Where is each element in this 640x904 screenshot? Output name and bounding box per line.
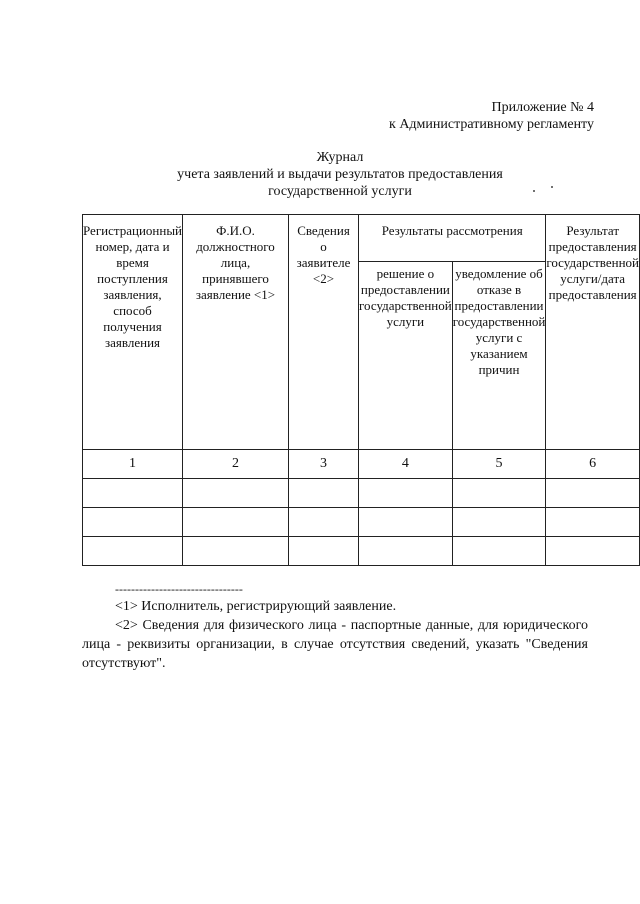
table-cell [288, 508, 358, 537]
table-cell [183, 508, 289, 537]
journal-table [82, 214, 640, 566]
column-number: 2 [183, 450, 289, 479]
table-cell [546, 508, 640, 537]
table-number-row [83, 450, 640, 479]
header-cell-applicant: Сведения о заявителе <2> [288, 215, 358, 450]
table-cell [83, 537, 183, 566]
table-row [83, 537, 640, 566]
footnote-separator: -------------------------------- [115, 582, 243, 596]
table-header-row [83, 215, 640, 262]
header-cell-registration: Регистрационный номер, дата и время поступления заявления, способ получения заявления [83, 215, 183, 450]
table-cell [359, 537, 453, 566]
table-cell [452, 479, 546, 508]
appendix-reference: к Административному регламенту [389, 117, 594, 132]
table-cell [183, 537, 289, 566]
table-cell [288, 537, 358, 566]
header-cell-refusal: уведомление об отказе в предоставлении государственной услуги с указанием причин [452, 262, 546, 450]
column-number: 3 [288, 450, 358, 479]
footnote-1: <1> Исполнитель, регистрирующий заявление. [115, 599, 397, 614]
document-title [140, 149, 540, 200]
title-line-2: учета заявлений и выдачи результатов предоставления [177, 167, 503, 182]
table-row [83, 508, 640, 537]
title-line-1: Журнал [316, 150, 364, 165]
header-cell-result: Результат предоставления государственной услуги/дата предоставления [546, 215, 640, 450]
table-cell [83, 479, 183, 508]
appendix-number: Приложение № 4 [491, 100, 594, 115]
table-cell [452, 508, 546, 537]
header-cell-official: Ф.И.О. должностного лица, принявшего заявление <1> [183, 215, 289, 450]
table-row [83, 479, 640, 508]
scan-speck [551, 186, 553, 188]
table-cell [359, 479, 453, 508]
footnote-2: <2> Сведения для физического лица - паспортные данные, для юридического лица - реквизиты организации, в случае отсутствия сведений, указать "Сведения отсутствуют". [82, 618, 588, 671]
column-number: 4 [359, 450, 453, 479]
table-cell [452, 537, 546, 566]
column-number: 5 [452, 450, 546, 479]
column-number: 1 [83, 450, 183, 479]
table-cell [183, 479, 289, 508]
header-cell-results-group: Результаты рассмотрения [359, 215, 546, 262]
table-cell [359, 508, 453, 537]
table-cell [288, 479, 358, 508]
table-cell [546, 537, 640, 566]
title-line-3: государственной услуги [268, 184, 412, 199]
header-cell-decision: решение о предоставлении государственной услуги [359, 262, 453, 450]
column-number: 6 [546, 450, 640, 479]
table-cell [546, 479, 640, 508]
table-cell [83, 508, 183, 537]
scan-speck [533, 190, 535, 192]
